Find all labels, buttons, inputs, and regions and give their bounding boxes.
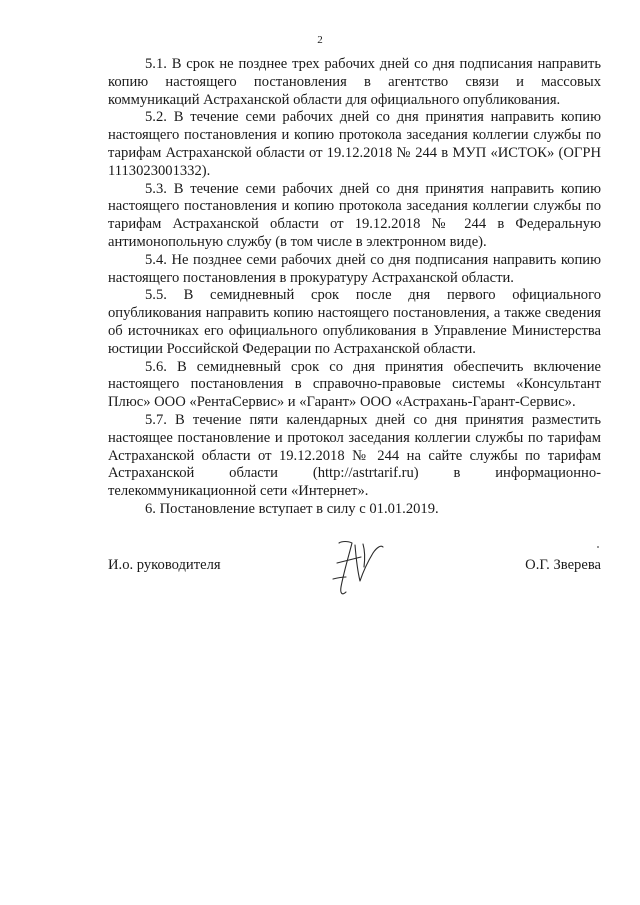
- clause-5-1: 5.1. В срок не позднее трех рабочих дней со дня подписания направить копию настоящего постановления в агентство связи и массовых коммуникаций Астраханской области для официального опубликования.: [108, 56, 601, 108]
- signatory-title: И.о. руководителя: [108, 557, 221, 573]
- page-number: 2: [317, 34, 323, 46]
- handwritten-signature: [315, 535, 399, 605]
- clause-5-6: 5.6. В семидневный срок со дня принятия обеспечить включение настоящего постановления в справочно-правовые системы «Консультант Плюс» ООО «РентаСервис» и «Гарант» ООО «Астрахань-Гарант-Сервис».: [108, 358, 601, 411]
- document-body: [108, 56, 601, 519]
- clause-6: 6. Постановление вступает в силу с 01.01.2019.: [145, 500, 439, 517]
- ink-dot: [597, 546, 599, 548]
- clause-5-4: 5.4. Не позднее семи рабочих дней со дня подписания направить копию настоящего постановления в прокуратуру Астраханской области.: [108, 251, 601, 286]
- signatory-name: О.Г. Зверева: [525, 557, 601, 573]
- clause-5-7: 5.7. В течение пяти календарных дней со дня принятия разместить настоящее постановление и протокол заседания коллегии службы по тарифам Астраханской области от 19.12.2018 № 244 на сайте службы по тарифам Астраханской области (http://astrtarif.ru) в информационно-телекоммуникационной сети «Интернет».: [108, 411, 601, 500]
- clause-5-2: 5.2. В течение семи рабочих дней со дня принятия направить копию настоящего постановления и копию протокола заседания коллегии службы по тарифам Астраханской области от 19.12.2018 № 244 в МУП «ИСТОК» (ОГРН 1113023001332).: [108, 109, 601, 179]
- clause-5-3: 5.3. В течение семи рабочих дней со дня принятия направить копию настоящего постановления и копию протокола заседания коллегии службы по тарифам Астраханской области от 19.12.2018 № 244 в Федеральную антимонопольную службу (в том числе в электронном виде).: [108, 180, 601, 250]
- clause-5-5: 5.5. В семидневный срок после дня первого официального опубликования направить копию настоящего постановления, а также сведения об источниках его официального опубликования в Управление Министерства юстиции Российской Федерации по Астраханской области.: [108, 287, 601, 357]
- signature-block: [108, 552, 601, 612]
